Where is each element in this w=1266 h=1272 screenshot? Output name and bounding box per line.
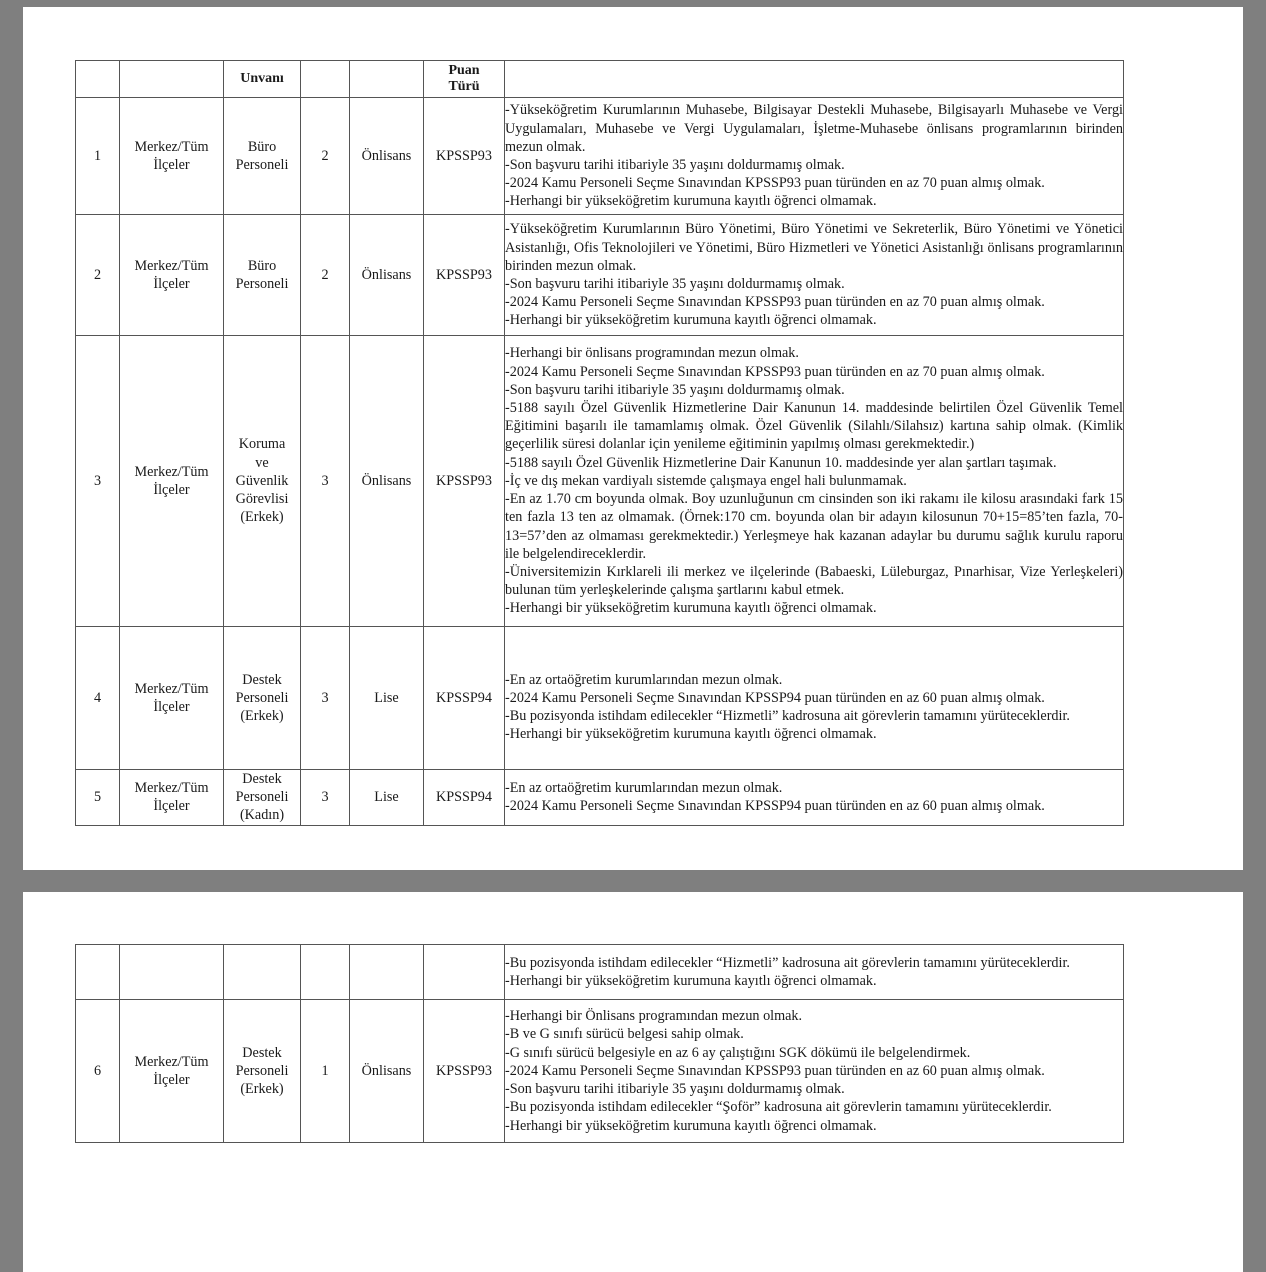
job-positions-table (75, 60, 1124, 826)
cell-text-line: (Erkek) (240, 509, 284, 526)
requirement-item: -G sınıfı sürücü belgesiyle en az 6 ay çalıştığını SGK dökümü ile belgelendirmek. (505, 1044, 971, 1061)
table-row (76, 627, 1124, 770)
table-row (76, 770, 1124, 826)
row-location (120, 627, 224, 770)
cell-text-line: Merkez/Tüm (134, 257, 209, 274)
row-location (120, 1000, 224, 1143)
header-count (301, 61, 350, 98)
cell-text-line: Merkez/Tüm (134, 680, 209, 697)
requirement-item: -Son başvuru tarihi itibariyle 35 yaşını doldurmamış olmak. (505, 1081, 845, 1098)
row-score-type: KPSSP94 (424, 770, 505, 826)
cell-text-line: Destek (242, 1044, 282, 1061)
requirement-item: -Herhangi bir yükseköğretim kurumuna kayıtlı öğrenci olmamak. (505, 193, 877, 210)
cell-text-line: Personeli (235, 276, 289, 292)
row-title (224, 627, 301, 770)
row-no: 1 (76, 98, 120, 215)
requirement-item: -Son başvuru tarihi itibariyle 35 yaşını doldurmamış olmak. (505, 381, 845, 398)
requirement-item: -2024 Kamu Personeli Seçme Sınavından KPSSP93 puan türünden en az 70 puan almış olmak. (505, 363, 1045, 380)
cell-text-line: ve (255, 454, 269, 471)
cell-text-line: (Erkek) (240, 708, 284, 725)
requirement-item: -Herhangi bir yükseköğretim kurumuna kayıtlı öğrenci olmamak. (505, 726, 877, 743)
cell-text-line: Güvenlik (235, 472, 289, 489)
row-education: Önlisans (350, 336, 424, 627)
cell-text-line: Merkez/Tüm (134, 780, 209, 797)
cell-text-line: (Kadın) (239, 807, 285, 824)
row-count: 2 (301, 98, 350, 215)
requirement-item: -2024 Kamu Personeli Seçme Sınavından KPSSP93 puan türünden en az 60 puan almış olmak. (505, 1062, 1045, 1079)
cell-text-line: Personeli (235, 1062, 289, 1079)
row-title (224, 336, 301, 627)
cell-text-line: İlçeler (153, 798, 190, 815)
document-page-1 (23, 7, 1243, 870)
requirement-item: -2024 Kamu Personeli Seçme Sınavından KPSSP93 puan türünden en az 70 puan almış olmak. (505, 294, 1045, 311)
cell-text-line: Personeli (235, 157, 289, 173)
table-row (76, 1000, 1124, 1143)
requirement-item: -Yükseköğretim Kurumlarının Muhasebe, Bilgisayar Destekli Muhasebe, Bilgisayarlı Muhasebe ve Vergi Uygulamaları, Muhasebe ve Vergi Uygulamaları, İşletme-Muhasebe önlisans programlarının birinden mezun olmak. (505, 102, 1123, 155)
empty-cell (301, 945, 350, 1000)
row-education: Önlisans (350, 215, 424, 336)
requirement-item: -İç ve dış mekan vardiyalı sistemde çalışmaya engel hali bulunmamak. (505, 472, 907, 489)
requirement-item: -Bu pozisyonda istihdam edilecekler “Hizmetli” kadrosuna ait görevlerin tamamını yürüteceklerdir. (505, 954, 1070, 971)
cell-text-line: Koruma (238, 436, 286, 453)
row-score-type: KPSSP93 (424, 336, 505, 627)
row-requirements (505, 627, 1124, 770)
empty-cell (224, 945, 301, 1000)
row-requirements (505, 945, 1124, 1000)
table-header-row (76, 61, 1124, 98)
requirement-item: -5188 sayılı Özel Güvenlik Hizmetlerine Dair Kanunun 10. maddesinde yer alan şartları taşımak. (505, 454, 1057, 471)
cell-text-line: İlçeler (153, 276, 190, 292)
row-education: Önlisans (350, 98, 424, 215)
table-row (76, 98, 1124, 215)
table-row (76, 215, 1124, 336)
row-score-type: KPSSP93 (424, 215, 505, 336)
requirement-item: -Bu pozisyonda istihdam edilecekler “Şoför” kadrosuna ait görevlerin tamamını yürüteceklerdir. (505, 1099, 1052, 1116)
cell-text-line: Görevlisi (235, 491, 289, 508)
header-education (350, 61, 424, 98)
requirement-item: -2024 Kamu Personeli Seçme Sınavından KPSSP94 puan türünden en az 60 puan almış olmak. (505, 689, 1045, 706)
requirement-item: -Herhangi bir yükseköğretim kurumuna kayıtlı öğrenci olmamak. (505, 973, 877, 989)
requirement-item: -2024 Kamu Personeli Seçme Sınavından KPSSP93 puan türünden en az 70 puan almış olmak. (505, 175, 1045, 192)
row-education: Lise (350, 770, 424, 826)
cell-text-line: İlçeler (153, 482, 190, 498)
row-location (120, 98, 224, 215)
requirement-item: -2024 Kamu Personeli Seçme Sınavından KPSSP94 puan türünden en az 60 puan almış olmak. (505, 798, 1045, 815)
row-requirements (505, 98, 1124, 215)
row-location (120, 215, 224, 336)
cell-text-line: Personeli (235, 789, 289, 806)
empty-cell (120, 945, 224, 1000)
cell-text-line: İlçeler (153, 699, 190, 715)
cell-text-line: Türü (448, 79, 480, 94)
row-count: 1 (301, 1000, 350, 1143)
requirement-item: -En az ortaöğretim kurumlarından mezun olmak. (505, 780, 783, 797)
row-no: 5 (76, 770, 120, 826)
document-page-2 (23, 892, 1243, 1272)
row-no: 3 (76, 336, 120, 627)
row-no: 4 (76, 627, 120, 770)
row-requirements (505, 336, 1124, 627)
cell-text-line: Büro (247, 257, 277, 274)
requirement-item: -Herhangi bir yükseköğretim kurumuna kayıtlı öğrenci olmamak. (505, 1117, 877, 1134)
table-row-continuation (76, 945, 1124, 1000)
cell-text-line: Puan (448, 63, 480, 78)
cell-text-line: (Erkek) (240, 1081, 284, 1098)
row-count: 2 (301, 215, 350, 336)
row-title (224, 770, 301, 826)
row-no: 2 (76, 215, 120, 336)
requirement-item: -B ve G sınıfı sürücü belgesi sahip olmak. (505, 1026, 744, 1043)
row-title (224, 1000, 301, 1143)
row-no: 6 (76, 1000, 120, 1143)
row-requirements (505, 1000, 1124, 1143)
header-location (120, 61, 224, 98)
cell-text-line: Destek (242, 671, 282, 688)
cell-text-line: Personeli (235, 689, 289, 706)
cell-text-line: Merkez/Tüm (134, 463, 209, 480)
row-requirements (505, 770, 1124, 826)
table-row (76, 336, 1124, 627)
empty-cell (350, 945, 424, 1000)
row-count: 3 (301, 770, 350, 826)
cell-text-line: İlçeler (153, 1072, 190, 1088)
requirement-item: -Bu pozisyonda istihdam edilecekler “Hizmetli” kadrosuna ait görevlerin tamamını yürüteceklerdir. (505, 708, 1070, 724)
header-requirements (505, 61, 1124, 98)
row-score-type: KPSSP93 (424, 1000, 505, 1143)
requirement-item: -Son başvuru tarihi itibariyle 35 yaşını doldurmamış olmak. (505, 157, 845, 173)
row-count: 3 (301, 627, 350, 770)
row-location (120, 336, 224, 627)
job-positions-table-continued (75, 944, 1124, 1143)
row-requirements (505, 215, 1124, 336)
row-location (120, 770, 224, 826)
row-title (224, 215, 301, 336)
row-education: Lise (350, 627, 424, 770)
requirement-item: -Herhangi bir Önlisans programından mezun olmak. (505, 1008, 803, 1025)
requirement-item: -En az 1.70 cm boyunda olmak. Boy uzunluğunun cm cinsinden son iki rakamı ile kilosu arasındaki fark 15 ten fazla 13 ten az olmamak. (Örnek:170 cm. boyunda olan bir adayın kilosunun 70+15=85’ten fazla, 70-13=57’den az olmaması gerekmektedir.) Yerleşmeye hak kazanan adaylar bu durumu sağlık kurulu raporu ile belgelendireceklerdir. (505, 491, 1123, 562)
row-title (224, 98, 301, 215)
requirement-item: -5188 sayılı Özel Güvenlik Hizmetlerine Dair Kanunun 14. maddesinde belirtilen Özel Güvenlik Temel Eğitimini başarılı ile tamamlamış olmak. Özel Güvenlik (Silahlı/Silahsız) kartına sahip olmak. (Kimlik geçerlilik süresi dolanlar için yenileme eğitiminin yapılmış olması gerekmektedir.) (505, 400, 1123, 453)
header-score-type (424, 61, 505, 98)
requirement-item: -Herhangi bir önlisans programından mezun olmak. (505, 345, 799, 362)
requirement-item: -Üniversitemizin Kırklareli ili merkez ve ilçelerinde (Babaeski, Lüleburgaz, Pınarhisar, Vize Yerleşkeleri) bulunan tüm yerleşkelerinde çalışma şartlarını kabul etmek. (505, 563, 1123, 599)
requirement-item: -Yükseköğretim Kurumlarının Büro Yönetimi, Büro Yönetimi ve Sekreterlik, Büro Yönetimi ve Yönetici Asistanlığı, Ofis Teknolojileri ve Yönetimi, Büro Hizmetleri ve Yönetici Asistanlığı önlisans programlarının birinden mezun olmak. (505, 221, 1123, 274)
row-count: 3 (301, 336, 350, 627)
row-score-type: KPSSP93 (424, 98, 505, 215)
requirement-item: -Herhangi bir yükseköğretim kurumuna kayıtlı öğrenci olmamak. (505, 600, 877, 617)
cell-text-line: Büro (247, 138, 277, 155)
empty-cell (424, 945, 505, 1000)
requirement-item: -Son başvuru tarihi itibariyle 35 yaşını doldurmamış olmak. (505, 276, 845, 292)
header-title: Unvanı (224, 61, 301, 98)
header-no (76, 61, 120, 98)
cell-text-line: İlçeler (153, 157, 190, 173)
row-education: Önlisans (350, 1000, 424, 1143)
cell-text-line: Destek (242, 771, 282, 787)
empty-cell (76, 945, 120, 1000)
requirement-item: -En az ortaöğretim kurumlarından mezun olmak. (505, 671, 783, 688)
cell-text-line: Merkez/Tüm (134, 1053, 209, 1070)
cell-text-line: Merkez/Tüm (134, 138, 209, 155)
row-score-type: KPSSP94 (424, 627, 505, 770)
requirement-item: -Herhangi bir yükseköğretim kurumuna kayıtlı öğrenci olmamak. (505, 312, 877, 329)
